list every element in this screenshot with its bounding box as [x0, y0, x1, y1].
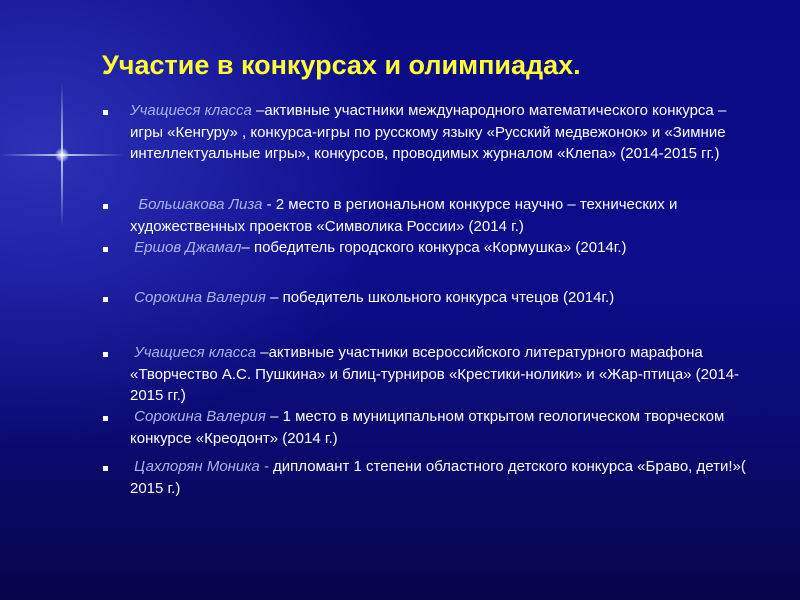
participant-name: Сорокина Валерия	[134, 289, 266, 306]
square-bullet-icon	[103, 352, 108, 357]
square-bullet-icon	[103, 110, 108, 115]
square-bullet-icon	[103, 297, 108, 302]
list-item	[100, 456, 750, 499]
item-description: – победитель городского конкурса «Кормушка» (2014г.)	[241, 239, 627, 256]
list-item	[100, 194, 750, 237]
square-bullet-icon	[103, 204, 108, 209]
item-description: –активные участники всероссийского литературного марафона «Творчество А.С. Пушкина» и блиц-турниров «Крестики-нолики» и «Жар-птица» (2014-2015 гг.)	[130, 344, 740, 404]
square-bullet-icon	[103, 416, 108, 421]
list-item	[100, 406, 750, 449]
square-bullet-icon	[103, 466, 108, 471]
list-item	[100, 287, 750, 309]
participant-name: Сорокина Валерия	[134, 408, 266, 425]
list-item	[100, 237, 750, 259]
list-item	[100, 342, 750, 407]
item-description: – 1 место в муниципальном открытом геологическом творческом конкурсе «Креодонт» (2014 г.)	[130, 408, 725, 447]
list-item	[100, 100, 750, 165]
slide-title: Участие в конкурсах и олимпиадах.	[102, 50, 581, 80]
participant-name: Цахлорян Моника -	[134, 458, 269, 475]
participant-name: Большакова Лиза	[138, 196, 263, 213]
participant-name: Ершов Джамал	[134, 239, 242, 256]
participant-name: Учащиеся класса	[130, 102, 252, 119]
participant-name: Учащиеся класса	[134, 344, 257, 361]
item-description: - 2 место в региональном конкурсе научно – технических и художественных проектов «Символика России» (2014 г.)	[130, 196, 678, 235]
sparkle-core	[55, 148, 69, 162]
item-description: дипломант 1 степени областного детского конкурса «Браво, дети!»( 2015 г.)	[130, 458, 746, 497]
item-description: –активные участники международного математического конкурса –игры «Кенгуру» , конкурса-игры по русскому языку «Русский медвежонок» и «Зимние интеллектуальные игры», конкурсов, проводимых журналом «Клепа» (2014-2015 гг.)	[130, 102, 727, 162]
square-bullet-icon	[103, 247, 108, 252]
item-description: – победитель школьного конкурса чтецов (2014г.)	[265, 289, 615, 306]
